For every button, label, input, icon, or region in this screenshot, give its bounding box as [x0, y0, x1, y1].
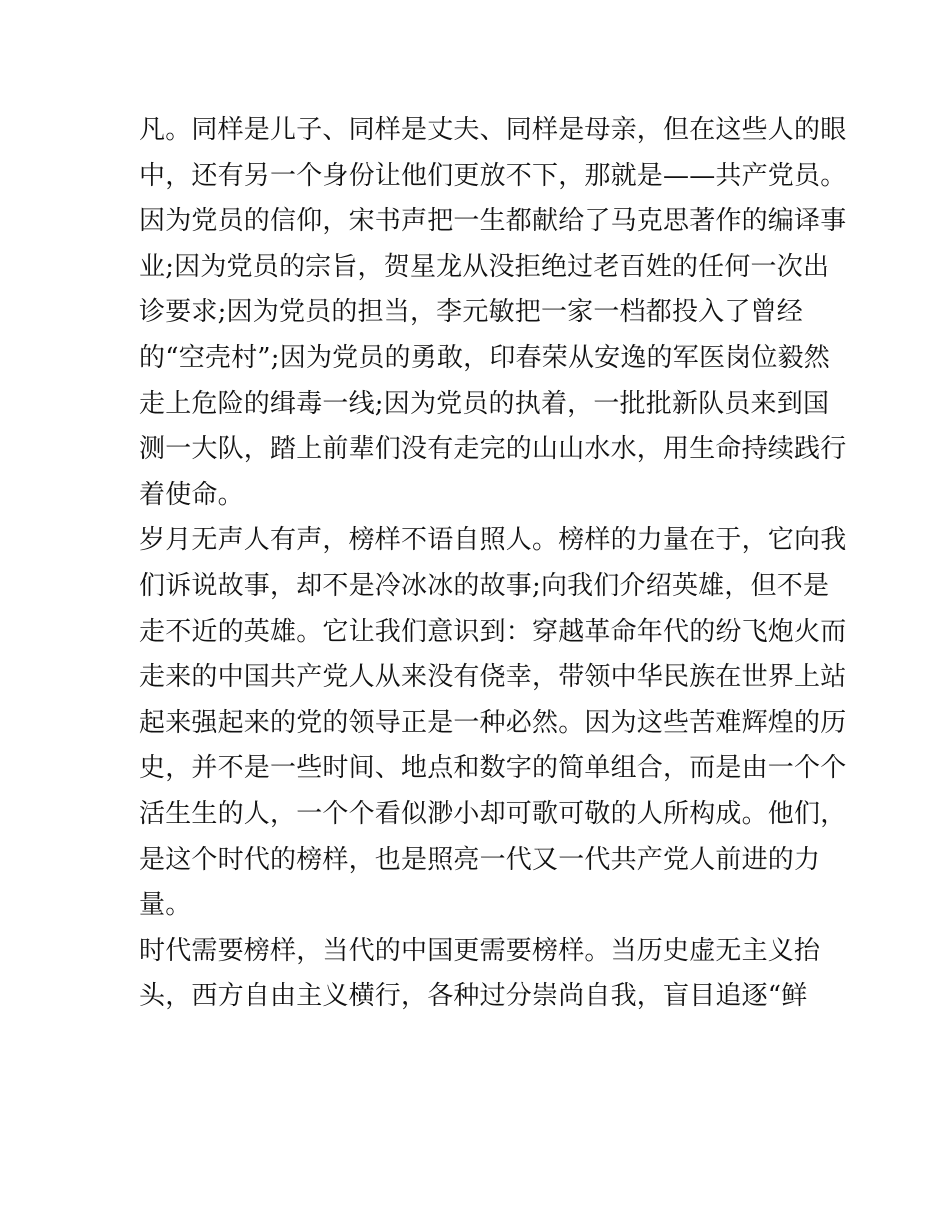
text-line: 诊要求;因为党员的担当，李元敏把一家一档都投入了曾经	[139, 297, 803, 328]
text-line: 量。	[139, 890, 192, 921]
text-line: 中，还有另一个身份让他们更放不下，那就是——共产党员。	[139, 160, 847, 191]
text-line: 凡。同样是儿子、同样是丈夫、同样是母亲，但在这些人的眼	[139, 115, 847, 145]
body-text	[139, 108, 847, 1020]
text-line: 们诉说故事，却不是冷冰冰的故事;向我们介绍英雄，但不是	[139, 570, 830, 601]
text-line: 走上危险的缉毒一线;因为党员的执着，一批批新队员来到国	[139, 388, 830, 419]
text-line: 测一大队，踏上前辈们没有走完的山山水水，用生命持续践行	[139, 434, 847, 465]
text-line: 头，西方自由主义横行，各种过分崇尚自我，盲目追逐“鲜	[139, 981, 808, 1012]
text-line: 的“空壳村”;因为党员的勇敢，印春荣从安逸的军医岗位毅然	[139, 342, 830, 373]
text-line: 时代需要榜样，当代的中国更需要榜样。当历史虚无主义抬	[139, 935, 821, 966]
text-line: 着使命。	[139, 479, 244, 510]
text-line: 走不近的英雄。它让我们意识到：穿越革命年代的纷飞炮火而	[139, 616, 847, 647]
text-line: 活生生的人，一个个看似渺小却可歌可敬的人所构成。他们，	[139, 798, 847, 829]
text-line: 业;因为党员的宗旨，贺星龙从没拒绝过老百姓的任何一次出	[139, 251, 830, 282]
text-line: 因为党员的信仰，宋书声把一生都献给了马克思著作的编译事	[139, 206, 847, 237]
text-line: 走来的中国共产党人从来没有侥幸，带领中华民族在世界上站	[139, 662, 847, 693]
text-line: 史，并不是一些时间、地点和数字的简单组合，而是由一个个	[139, 753, 847, 784]
text-line: 是这个时代的榜样，也是照亮一代又一代共产党人前进的力	[139, 844, 821, 875]
text-line: 起来强起来的党的领导正是一种必然。因为这些苦难辉煌的历	[139, 707, 847, 738]
text-line: 岁月无声人有声，榜样不语自照人。榜样的力量在于，它向我	[139, 525, 847, 556]
